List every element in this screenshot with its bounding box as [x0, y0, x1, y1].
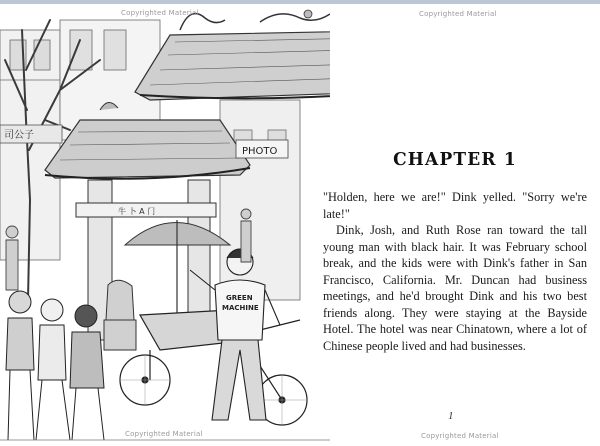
shop-sign-text: 司公子	[4, 130, 34, 141]
paragraph-2: Dink, Josh, and Ruth Rose ran toward the tall young man with black hair. It was February school break, and the kids were with Dink's father in San Francisco, California. Mr. Duncan had business meetings, and he'd brought Dink and his two best friends along. They were staying at the Bayside Hotel. The hotel was near Chinatown, where a lot of Chinese people lived and had businesses.	[323, 223, 587, 353]
watermark-top-left: Copyrighted Material	[121, 9, 199, 17]
gate-sign-text: 牛 卜 A 门	[118, 207, 156, 216]
watermark-top-right: Copyrighted Material	[419, 10, 497, 18]
watermark-bottom-right: Copyrighted Material	[421, 432, 499, 440]
page-number: 1	[448, 410, 454, 422]
photo-sign-text: PHOTO	[242, 146, 278, 157]
chapter-heading: CHAPTER 1	[393, 149, 517, 171]
paragraph-1: "Holden, here we are!" Dink yelled. "Sorry we're late!"	[323, 190, 587, 221]
chapter-text-column	[323, 150, 587, 354]
shirt-text-machine: MACHINE	[222, 304, 259, 312]
shirt-text-green: GREEN	[226, 294, 253, 302]
watermark-bottom-left: Copyrighted Material	[125, 430, 203, 438]
